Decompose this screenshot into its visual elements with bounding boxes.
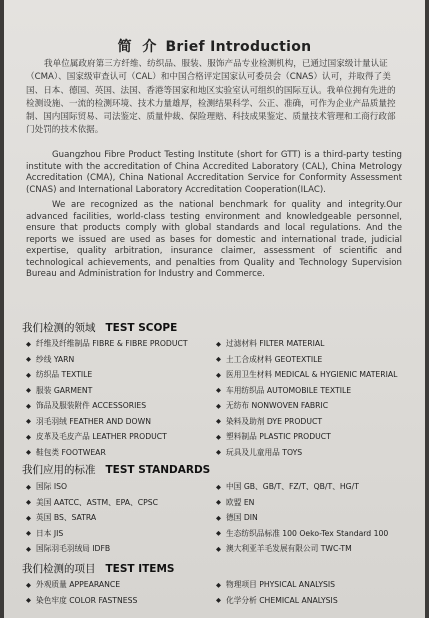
scope-item [216, 367, 416, 383]
scope-item [26, 383, 216, 399]
test-item-label: 外观质量 APPEARANCE [36, 580, 121, 590]
scope-heading-zh: 我们检测的领域 [22, 322, 96, 334]
standard-item [216, 526, 416, 542]
diamond-bullet-icon: ◆ [26, 580, 31, 589]
scope-heading [22, 320, 177, 335]
standard-item-label: 国际羽毛羽绒局 IDFB [36, 544, 111, 554]
scope-item-label: 染料及助剂 DYE PRODUCT [226, 416, 323, 426]
scope-item [26, 367, 216, 383]
standard-item-label: 德国 DIN [226, 513, 258, 523]
diamond-bullet-icon: ◆ [26, 482, 31, 491]
diamond-bullet-icon: ◆ [216, 401, 221, 410]
standard-item-label: 日本 JIS [36, 528, 64, 538]
diamond-bullet-icon: ◆ [26, 448, 31, 457]
diamond-bullet-icon: ◆ [216, 482, 221, 491]
diamond-bullet-icon: ◆ [216, 529, 221, 538]
brochure-page [4, 0, 425, 618]
diamond-bullet-icon: ◆ [216, 339, 221, 348]
standard-item [26, 541, 216, 557]
standard-item-label: 英国 BS、SATRA [36, 513, 97, 523]
scope-item-label: 塑料制品 PLASTIC PRODUCT [226, 432, 331, 442]
scope-item-label: 医用卫生材料 MEDICAL & HYGIENIC MATERIAL [226, 370, 398, 380]
diamond-bullet-icon: ◆ [26, 432, 31, 441]
diamond-bullet-icon: ◆ [26, 339, 31, 348]
scope-item [26, 445, 216, 461]
scope-item-label: 玩具及儿童用品 TOYS [226, 447, 303, 457]
diamond-bullet-icon: ◆ [26, 498, 31, 507]
scope-item [216, 445, 416, 461]
test-item-label: 物理项目 PHYSICAL ANALYSIS [226, 580, 336, 590]
scope-item-label: 无纺布 NONWOVEN FABRIC [226, 401, 329, 411]
standard-item [26, 526, 216, 542]
diamond-bullet-icon: ◆ [26, 529, 31, 538]
diamond-bullet-icon: ◆ [216, 432, 221, 441]
title-zh: 简 介 [117, 39, 160, 55]
scope-item-label: 羽毛羽绒 FEATHER AND DOWN [36, 416, 151, 426]
title-en: Brief Introduction [165, 39, 312, 55]
diamond-bullet-icon: ◆ [26, 596, 31, 605]
intro-english-1: Guangzhou Fibre Product Testing Institute (short for GTT) is a third-party testing institute with the accreditation of China Accredited Laboratory (CAL), China Metrology Accreditation (CMA), China National Accreditation Service for Conformity Assessment (CNAS) and International Laboratory Accreditation Cooperation(ILAC). [26, 150, 402, 195]
standard-item-label: 国际 ISO [36, 482, 68, 492]
standard-item-label: 美国 AATCC、ASTM、EPA、CPSC [36, 497, 158, 507]
diamond-bullet-icon: ◆ [216, 498, 221, 507]
scope-list [26, 336, 416, 460]
standard-item [26, 495, 216, 511]
diamond-bullet-icon: ◆ [216, 417, 221, 426]
scope-item [216, 383, 416, 399]
test-item-label: 化学分析 CHEMICAL ANALYSIS [226, 595, 338, 605]
scope-item [216, 414, 416, 430]
standards-heading-en: TEST STANDARDS [105, 464, 211, 476]
standard-item [216, 495, 416, 511]
standard-item-label: 澳大利亚羊毛发展有限公司 TWC-TM [226, 544, 352, 554]
scope-item [216, 336, 416, 352]
standard-item [216, 479, 416, 495]
scope-item [26, 414, 216, 430]
scope-heading-en: TEST SCOPE [105, 322, 178, 334]
test-item [26, 577, 216, 593]
scope-item-label: 纺织品 TEXTILE [36, 370, 93, 380]
scope-item [216, 398, 416, 414]
diamond-bullet-icon: ◆ [216, 580, 221, 589]
diamond-bullet-icon: ◆ [26, 417, 31, 426]
intro-english-2: We are recognized as the national benchmark for quality and integrity.Our advanced facilities, world-class testing environment and knowledgeable personnel, ensure that products comply with global standards and local regulations. And the reports we issued are used as bases for domestic and international trade, judicial expertise, quality arbitration, insurance claimer, assessment of scientific and technological achievements, and penalties from Quality and Technology Supervision Bureau and Administration for Industry and Commerce. [26, 200, 402, 279]
standard-item [216, 541, 416, 557]
scope-item-label: 土工合成材料 GEOTEXTILE [226, 354, 323, 364]
scope-item-label: 车用纺织品 AUTOMOBILE TEXTILE [226, 385, 352, 395]
intro-chinese: 我单位属政府第三方纤维、纺织品、服装、服饰产品专业检测机构，已通过国家级计量认证（CMA）、国家级审查认可（CAL）和中国合格评定国家认可委员会（CNAS）认可，并取得了美国、日本、德国、英国、法国、香港等国家和地区实验室认可组织的国际互认。我单位拥有先进的检测设施、一流的检测环境、技术力量雄厚，检测结果科学、公正、准确，可作为企业产品质量控制、国内国际贸易、司法鉴定、质量仲裁、保险理赔、科技成果鉴定、质量技术管理和工商行政部门处罚的技术依据。 [26, 59, 396, 136]
standards-heading [22, 462, 210, 477]
scope-item-label: 纤维及纤维制品 FIBRE & FIBRE PRODUCT [36, 339, 188, 349]
scope-item-label: 皮革及毛皮产品 LEATHER PRODUCT [36, 432, 167, 442]
test-item-label: 染色牢度 COLOR FASTNESS [36, 595, 138, 605]
diamond-bullet-icon: ◆ [216, 386, 221, 395]
standards-list [26, 479, 416, 557]
standards-heading-zh: 我们应用的标准 [22, 464, 96, 476]
diamond-bullet-icon: ◆ [26, 544, 31, 553]
items-list [26, 577, 416, 608]
diamond-bullet-icon: ◆ [216, 448, 221, 457]
standard-item-label: 中国 GB、GB/T、FZ/T、QB/T、HG/T [226, 482, 359, 492]
diamond-bullet-icon: ◆ [26, 401, 31, 410]
scope-item [26, 352, 216, 368]
standard-item-label: 欧盟 EN [226, 497, 255, 507]
scope-item [26, 336, 216, 352]
standard-item-label: 生态纺织品标准 100 Oeko-Tex Standard 100 [226, 528, 389, 538]
scope-item-label: 服装 GARMENT [36, 385, 93, 395]
diamond-bullet-icon: ◆ [216, 355, 221, 364]
scope-item [26, 398, 216, 414]
scope-item-label: 鞋包类 FOOTWEAR [36, 447, 106, 457]
page-title [4, 36, 425, 56]
items-heading-en: TEST ITEMS [105, 563, 175, 575]
diamond-bullet-icon: ◆ [26, 370, 31, 379]
test-item [216, 577, 416, 593]
test-item [26, 593, 216, 609]
scope-item [216, 429, 416, 445]
diamond-bullet-icon: ◆ [216, 513, 221, 522]
scope-item [26, 429, 216, 445]
diamond-bullet-icon: ◆ [26, 355, 31, 364]
scope-item-label: 纱线 YARN [36, 354, 75, 364]
diamond-bullet-icon: ◆ [26, 386, 31, 395]
test-item [216, 593, 416, 609]
standard-item [216, 510, 416, 526]
standard-item [26, 479, 216, 495]
diamond-bullet-icon: ◆ [216, 370, 221, 379]
scope-item [216, 352, 416, 368]
diamond-bullet-icon: ◆ [26, 513, 31, 522]
items-heading [22, 561, 174, 576]
diamond-bullet-icon: ◆ [216, 596, 221, 605]
scope-item-label: 过滤材料 FILTER MATERIAL [226, 339, 325, 349]
items-heading-zh: 我们检测的项目 [22, 563, 96, 575]
diamond-bullet-icon: ◆ [216, 544, 221, 553]
standard-item [26, 510, 216, 526]
scope-item-label: 饰品及服装附件 ACCESSORIES [36, 401, 147, 411]
